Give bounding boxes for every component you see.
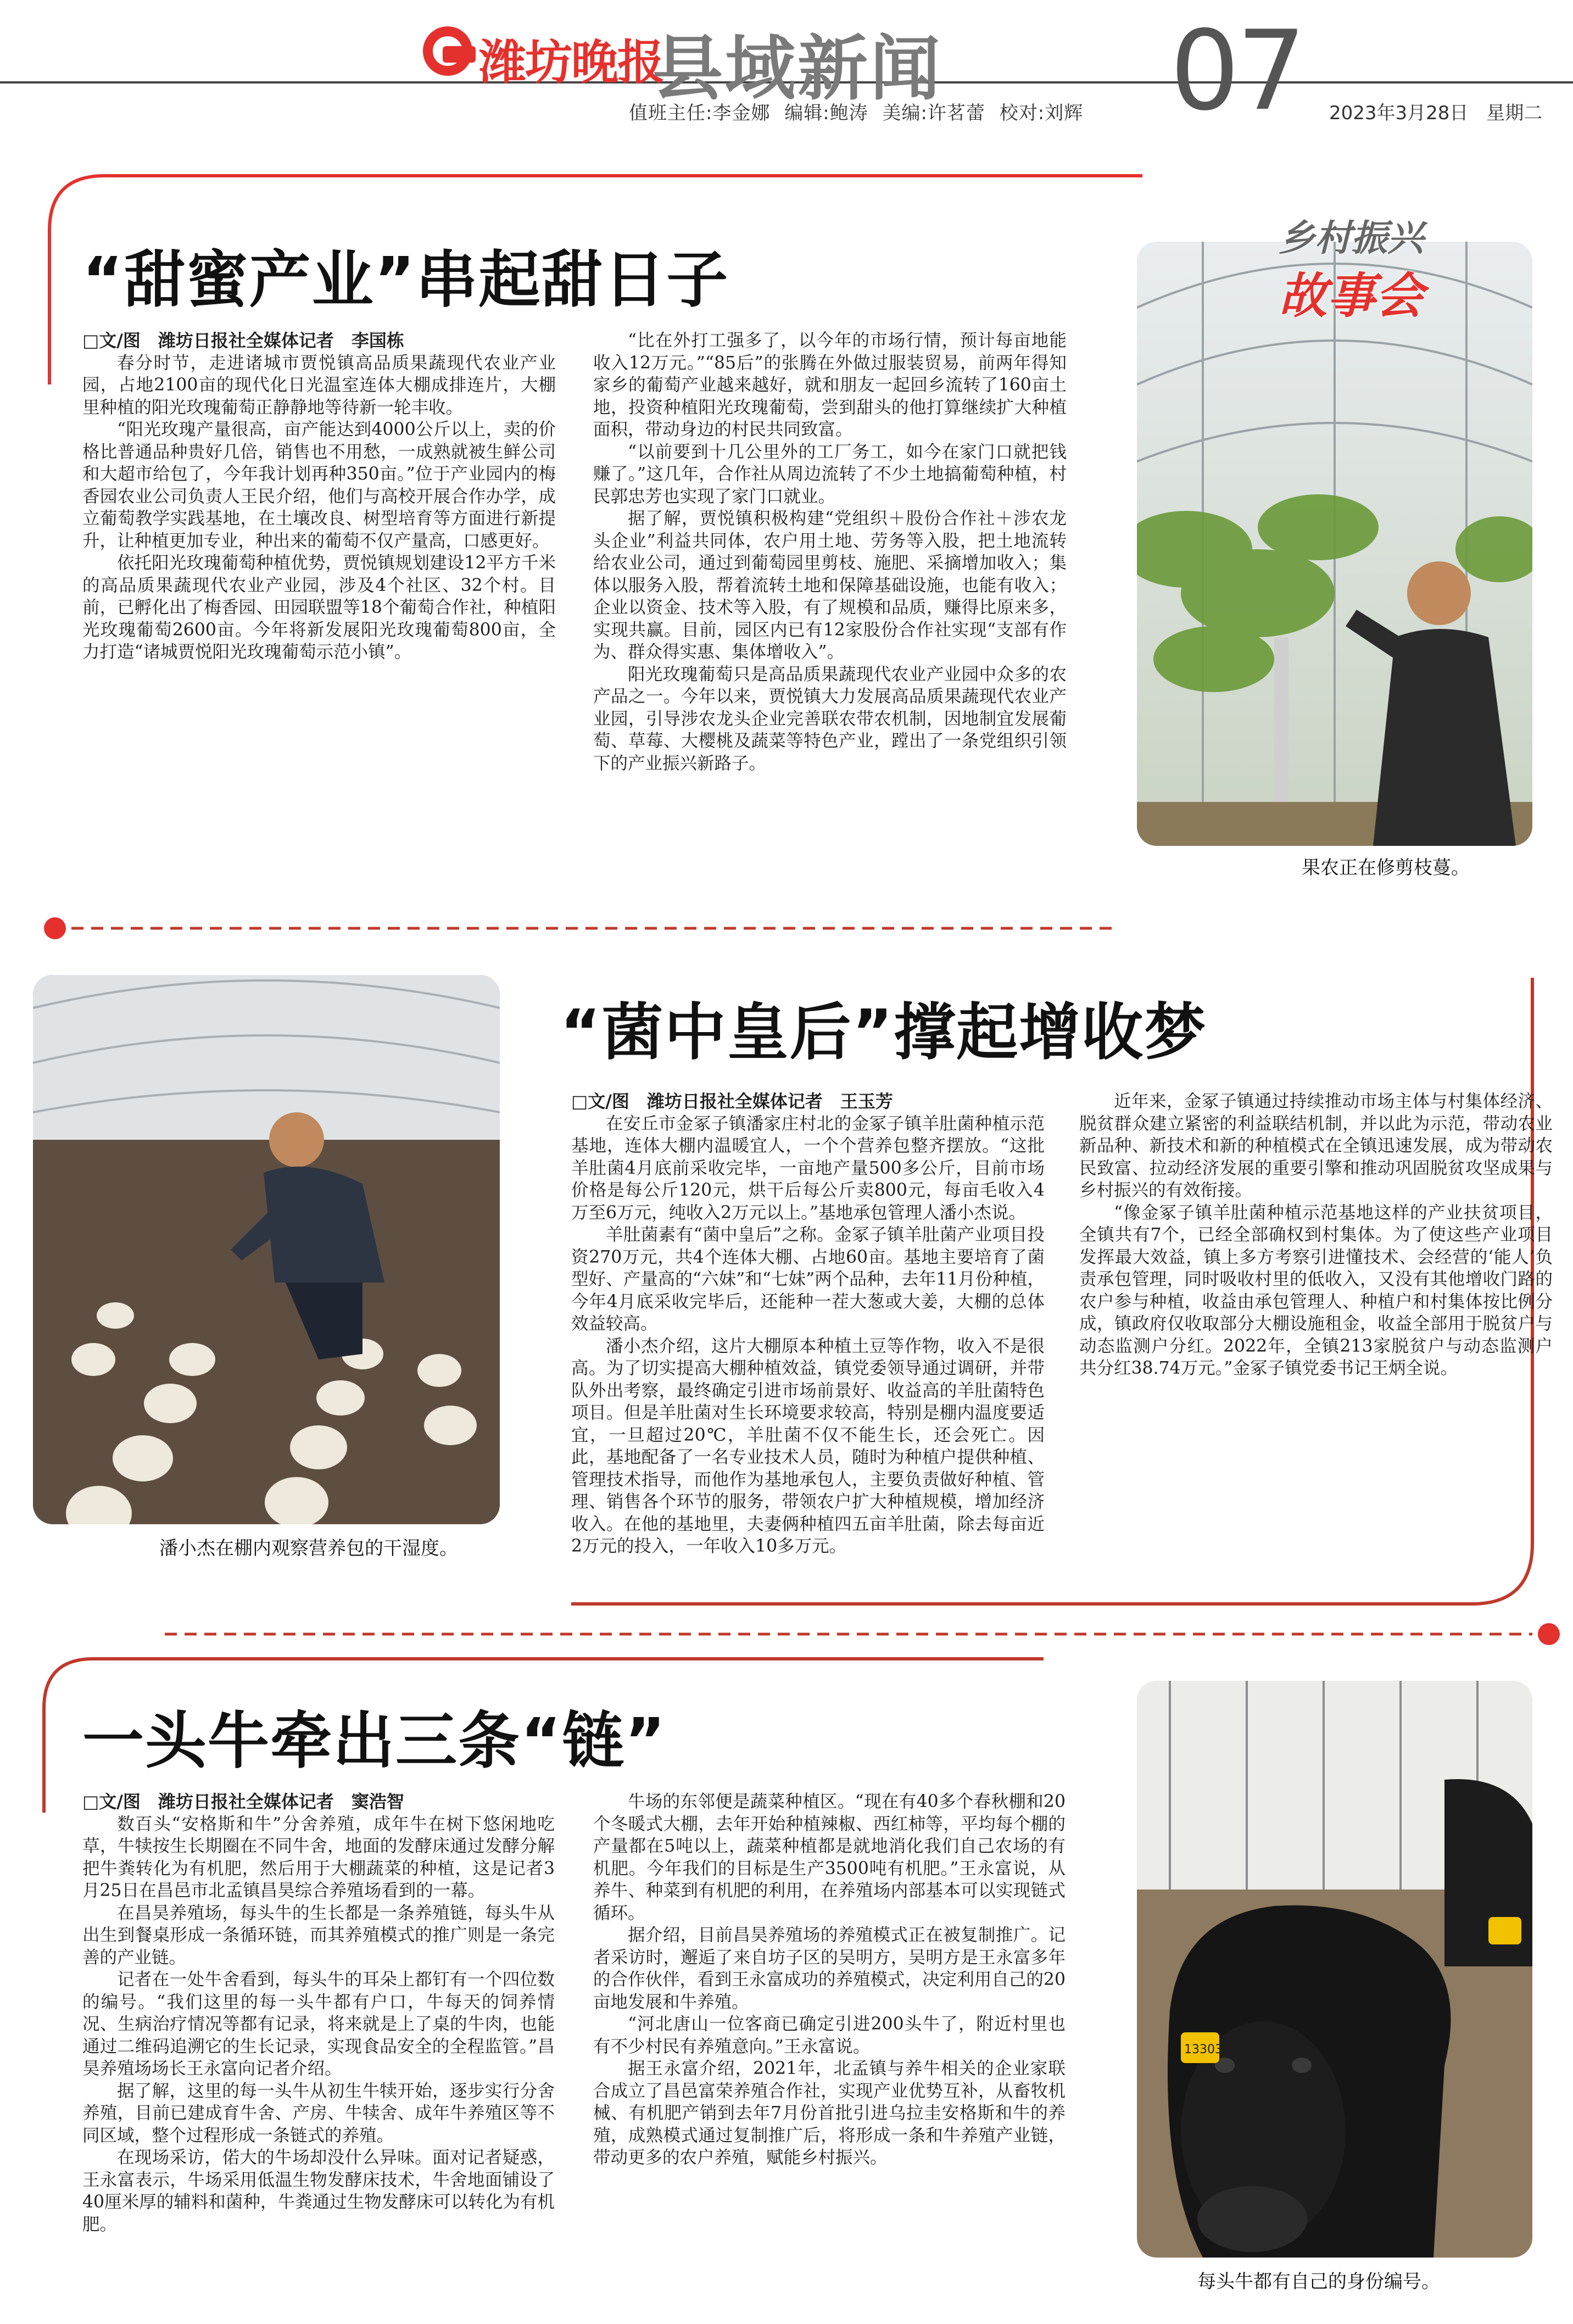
article3-paragraph: 据王永富介绍，2021年，北孟镇与养牛相关的企业家联合成立了昌邑富荣养殖合作社，实现产业优势互补，从畜牧机械、有机肥产销到去年7月份首批引进乌拉圭安格斯和牛的养殖，成熟模式通过复制推广后，将形成一条和牛养殖产业链，带动更多的农户养殖，赋能乡村振兴。 xyxy=(593,2059,1066,2167)
article1-paragraph: 据了解，贾悦镇积极构建“党组织＋股份合作社＋涉农龙头企业”利益共同体，农户用土地、劳务等入股，把土地流转给农业公司，通过到葡萄园里剪枝、施肥、采摘增加收入；集体以服务入股，帮着流转土地和保障基础设施，也能有收入；企业以资金、技术等入股，有了规模和品质，赚得比原来多，实现共赢。目前，园区内已有12家股份合作社实现“支部有作为、群众得实惠、集体增收入”。 xyxy=(593,509,1067,662)
grape-scene xyxy=(1137,242,1532,846)
article3-body-col1 xyxy=(82,1791,555,2307)
cattle-scene xyxy=(1137,1681,1532,2258)
badge-line2: 故事会 xyxy=(1278,267,1424,324)
article3-paragraph: 据了解，这里的每一头牛从初生牛犊开始，逐步实行分舍养殖，目前已建成育牛舍、产房、牛犊舍、成年牛养殖区等不同区域，整个过程形成一条链式的养殖。 xyxy=(82,2081,555,2145)
mushroom-photo xyxy=(33,975,500,1524)
badge-line1: 乡村振兴 xyxy=(1279,217,1424,259)
paper-name: 潍坊晚报 xyxy=(479,35,663,90)
article2-body-col2 xyxy=(1079,1090,1553,1596)
article3-paragraph: “河北唐山一位客商已确定引进200头牛了，附近村里也有不少村民有养殖意向。”王永富说。 xyxy=(593,2014,1066,2057)
article2-paragraph: “像金冢子镇羊肚菌种植示范基地这样的产业扶贫项目，全镇共有7个，已经全部确权到村集体。为了使这些产业项目发挥最大效益，镇上多方考察引进懂技术、会经营的‘能人’负责承包管理，同时吸收村里的低收入，又没有其他增收门路的农户参与种植，收益由承包管理人、种植户和村集体按比例分成，镇政府仅收取部分大棚设施租金，收益全部用于脱贫户与动态监测户分红。2022年，全镇213家脱贫户与动态监测户共分红38.74万元。”金冢子镇党委书记王炳全说。 xyxy=(1079,1202,1553,1378)
article3-paragraph: 数百头“安格斯和牛”分舍养殖，成年牛在树下悠闲地吃草，牛犊按生长期圈在不同牛舍，地面的发酵床通过发酵分解把牛粪转化为有机肥，然后用于大棚蔬菜的种植，这是记者3月25日在昌邑市北孟镇昌昊综合养殖场看到的一幕。 xyxy=(82,1814,555,1901)
grape-photo-caption: 果农正在修剪枝蔓。 xyxy=(1302,857,1470,879)
article2-body-col1 xyxy=(571,1090,1045,1596)
article1-body-col2 xyxy=(593,330,1067,879)
column-badge xyxy=(1236,209,1466,324)
article1-paragraph: “阳光玫瑰产量很高，亩产能达到4000公斤以上，卖的价格比普通品种贵好几倍，销售也不用愁，一成熟就被生鲜公司和大超市给包了，今年我计划再种350亩。”位于产业园内的梅香园农业公司负责人王民介绍，他们与高校开展合作办学，成立葡萄教学实践基地，在土壤改良、树型培育等方面进行新提升，让种植更加专业，种出来的葡萄不仅产量高，口感更好。 xyxy=(82,420,556,551)
article1-paragraph: 春分时节，走进诸城市贾悦镇高品质果蔬现代农业产业园，占地2100亩的现代化日光温室连体大棚成排连片，大棚里种植的阳光玫瑰葡萄正静静地等待新一轮丰收。 xyxy=(82,353,556,417)
article3-paragraph: 在现场采访，偌大的牛场却没什么异味。面对记者疑惑，王永富表示，牛场采用低温生物发酵床技术，牛舍地面铺设了40厘米厚的辅料和菌种，牛粪通过生物发酵床可以转化为有机肥。 xyxy=(82,2148,555,2234)
grape-photo-caption-box xyxy=(1137,846,1532,884)
article3-byline: □文/图 潍坊日报社全媒体记者 窦浩智 xyxy=(82,1791,404,1812)
divider-dot-1 xyxy=(44,917,66,939)
article3-paragraph: 在昌昊养殖场，每头牛的生长都是一条养殖链，每头牛从出生到餐桌形成一条循环链，而其养殖模式的推广则是一条完善的产业链。 xyxy=(82,1903,555,1968)
article3-paragraph: 牛场的东邻便是蔬菜种植区。“现在有40多个春秋棚和20个冬暖式大棚，去年开始种植辣椒、西红柿等，平均每个棚的产量都在5吨以上，蔬菜种植都是就地消化我们自己农场的有机肥。今年我们的目标是生产3500吨有机肥。”王永富说，从养牛、种菜到有机肥的利用，在养殖场内部基本可以实现链式循环。 xyxy=(593,1792,1066,1923)
mushroom-photo-caption: 潘小杰在棚内观察营养包的干湿度。 xyxy=(159,1537,458,1559)
ear-tag-number: 13303 xyxy=(1184,2043,1223,2057)
article1-headline: “甜蜜产业”串起甜日子 xyxy=(82,244,729,316)
article2-paragraph: 潘小杰介绍，这片大棚原本种植土豆等作物，收入不是很高。为了切实提高大棚种植效益，镇党委领导通过调研，并带队外出考察，最终确定引进市场前景好、收益高的羊肚菌特色项目。但是羊肚菌对生长环境要求较高，特别是棚内温度要适宜，一旦超过20℃，羊肚菌不仅不能生长，还会死亡。因此，基地配备了一名专业技术人员，随时为种植户提供种植、管理技术指导，而他作为基地承包人，主要负责做好种植、管理、销售各个环节的服务，带领农户扩大种植规模，增加经济收入。在他的基地里，夫妻俩种植四五亩羊肚菌，除去每亩近2万元的投入，一年收入10多万元。 xyxy=(571,1336,1045,1556)
cattle-photo-caption: 每头牛都有自己的身份编号。 xyxy=(1197,2271,1440,2293)
page-number: 07 xyxy=(1170,7,1303,135)
article2-paragraph: 羊肚菌素有“菌中皇后”之称。金冢子镇羊肚菌产业项目投资270万元，共4个连体大棚、占地60亩。基地主要培育了菌型好、产量高的“六妹”和“七妹”两个品种，去年11月份种植，今年4月底采收完毕后，还能种一茬大葱或大姜，大棚的总体效益较高。 xyxy=(571,1225,1045,1334)
article2-headline: “菌中皇后”撑起增收梦 xyxy=(560,997,1207,1068)
article2-paragraph: 在安丘市金冢子镇潘家庄村北的金冢子镇羊肚菌种植示范基地，连体大棚内温暖宜人，一个个营养包整齐摆放。“这批羊肚菌4月底前采收完毕，一亩地产量500多公斤，目前市场价格是每公斤120元，烘干后每公斤卖800元，每亩毛收入4万至6万元，纯收入2万元以上。”基地承包管理人潘小杰说。 xyxy=(571,1113,1045,1223)
dateline xyxy=(1329,98,1542,125)
article1-paragraph: “比在外打工强多了，以今年的市场行情，预计每亩地能收入12万元。”“85后”的张腾在外做过服装贸易，前两年得知家乡的葡萄产业越来越好，就和朋友一起回乡流转了160亩土地，投资种植阳光玫瑰葡萄，尝到甜头的他打算继续扩大种植面积，带动身边的村民共同致富。 xyxy=(593,331,1067,439)
staff-credits: 值班主任:李金娜 编辑:鲍涛 美编:许茗蕾 校对:刘辉 xyxy=(629,102,1084,124)
article3-body-col2 xyxy=(593,1791,1066,2307)
article1-paragraph: “以前要到十几公里外的工厂务工，如今在家门口就把钱赚了。”这几年，合作社从周边流转了不少土地搞葡萄种植，村民郭忠芳也实现了家门口就业。 xyxy=(593,442,1067,506)
article1-paragraph: 依托阳光玫瑰葡萄种植优势，贾悦镇规划建设12平方千米的高品质果蔬现代农业产业园，涉及4个社区、32个村。目前，已孵化出了梅香园、田园联盟等18个葡萄合作社，种植阳光玫瑰葡萄2600亩。今年将新发展阳光玫瑰葡萄800亩，全力打造“诸城贾悦阳光玫瑰葡萄示范小镇”。 xyxy=(82,553,556,662)
cattle-photo xyxy=(1137,1681,1532,2258)
article3-paragraph: 据介绍，目前昌昊养殖场的养殖模式正在被复制推广。记者采访时，邂逅了来自坊子区的吴明方，吴明方是王永富多年的合作伙伴，看到王永富成功的养殖模式，决定利用自己的20亩地发展和牛养殖。 xyxy=(593,1925,1066,2012)
weekday: 星期二 xyxy=(1486,102,1543,124)
article1-body-col1 xyxy=(82,330,556,879)
grape-farmer-photo xyxy=(1137,242,1532,846)
article3-headline: 一头牛牵出三条“链” xyxy=(82,1706,667,1777)
article1-byline: □文/图 潍坊日报社全媒体记者 李国栋 xyxy=(82,330,404,351)
date: 2023年3月28日 xyxy=(1329,102,1469,124)
section-title: 县域新闻 xyxy=(652,28,943,110)
mushroom-scene xyxy=(33,975,500,1524)
article2-paragraph: 近年来，金冢子镇通过持续推动市场主体与村集体经济、脱贫群众建立紧密的利益联结机制，并以此为示范，带动农业新品种、新技术和新的种植模式在全镇迅速发展，成为带动农民致富、拉动经济发展的重要引擎和推动巩固脱贫攻坚成果与乡村振兴的有效衔接。 xyxy=(1079,1091,1553,1200)
article2-byline: □文/图 潍坊日报社全媒体记者 王玉芳 xyxy=(571,1091,893,1112)
mushroom-photo-caption-box xyxy=(33,1524,500,1568)
divider-dot-2 xyxy=(1538,1623,1560,1645)
article3-paragraph: 记者在一处牛舍看到，每头牛的耳朵上都钉有一个四位数的编号。“我们这里的每一头牛都有户口，牛每天的饲养情况、生病治疗情况等都有记录，将来就是上了桌的牛肉，也能通过二维码追溯它的生长记录，实现食品安全的全程监管。”昌昊养殖场场长王永富向记者介绍。 xyxy=(82,1970,555,2078)
logo-icon xyxy=(423,26,472,76)
article1-paragraph: 阳光玫瑰葡萄只是高品质果蔬现代农业产业园中众多的农产品之一。今年以来，贾悦镇大力发展高品质果蔬现代农业产业园，引导涉农龙头企业完善联农带农机制，因地制宜发展葡萄、草莓、大樱桃及蔬菜等特色产业，蹚出了一条党组织引领下的产业振兴新路子。 xyxy=(593,664,1067,773)
cattle-photo-caption-box xyxy=(1137,2258,1532,2301)
